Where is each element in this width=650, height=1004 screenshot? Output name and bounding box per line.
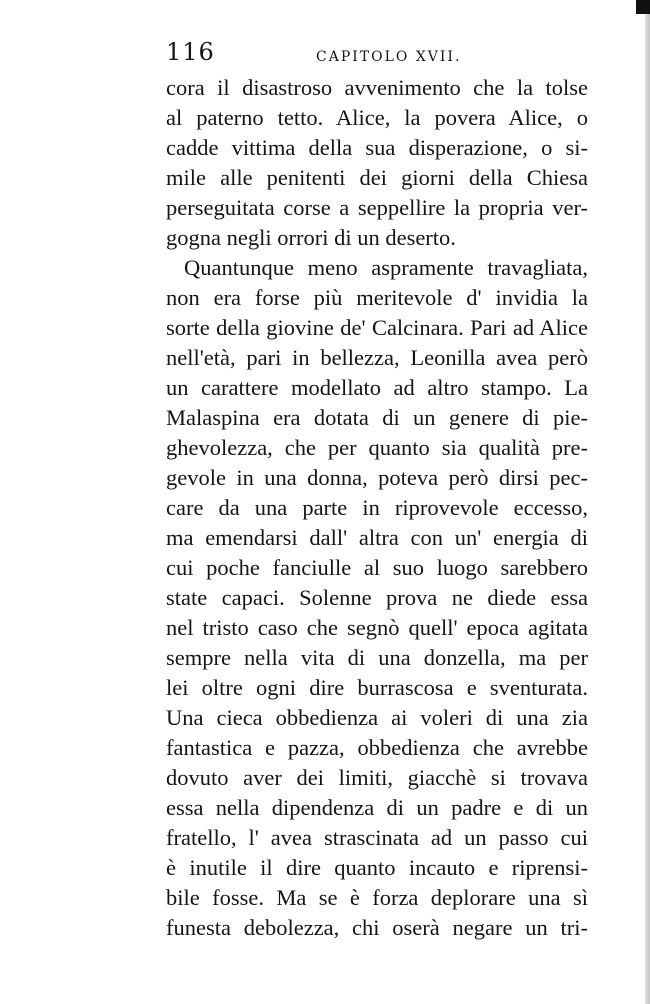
text-line: è inutile il dire quanto incauto e riprensi- (166, 855, 588, 880)
text-line: Una cieca obbedienza ai voleri di una zia (166, 705, 588, 730)
text-line: sorte della giovine de' Calcinara. Pari ad Alice (166, 315, 588, 340)
text-line: essa nella dipendenza di un padre e di un (166, 795, 588, 820)
text-line: funesta debolezza, chi oserà negare un tri- (166, 915, 588, 940)
text-line: state capaci. Solenne prova ne diede essa (166, 585, 588, 610)
running-head: CAPITOLO XVII. (316, 49, 462, 65)
page-edge-shadow (645, 0, 650, 1004)
text-line: nell'età, pari in bellezza, Leonilla avea però (166, 345, 588, 370)
page-number: 116 (166, 38, 215, 66)
text-line: cui poche fanciulle al suo luogo sarebbero (166, 555, 588, 580)
text-line: al paterno tetto. Alice, la povera Alice, o (166, 105, 588, 130)
text-line: perseguitata corse a seppellire la propria ver- (166, 195, 588, 220)
text-line: un carattere modellato ad altro stampo. La (166, 375, 588, 400)
text-line: cora il disastroso avvenimento che la tolse (166, 75, 588, 100)
text-line: gogna negli orrori di un deserto. (166, 225, 456, 250)
text-line: nel tristo caso che segnò quell' epoca agitata (166, 615, 588, 640)
text-line: non era forse più meritevole d' invidia la (166, 285, 588, 310)
text-line: lei oltre ogni dire burrascosa e sventurata. (166, 675, 588, 700)
text-line: fantastica e pazza, obbedienza che avrebbe (166, 735, 588, 760)
text-line: care da una parte in riprovevole eccesso, (166, 495, 588, 520)
text-line: ma emendarsi dall' altra con un' energia di (166, 525, 588, 550)
text-line: dovuto aver dei limiti, giacchè si trovava (166, 765, 588, 790)
text-line: mile alle penitenti dei giorni della Chiesa (166, 165, 588, 190)
text-line: cadde vittima della sua disperazione, o si- (166, 135, 588, 160)
text-line: bile fosse. Ma se è forza deplorare una sì (166, 885, 588, 910)
text-line: sempre nella vita di una donzella, ma per (166, 645, 588, 670)
text-line: gevole in una donna, poteva però dirsi pec- (166, 465, 588, 490)
text-line: fratello, l' avea strascinata ad un passo cui (166, 825, 588, 850)
paragraph-first-line: Quantunque meno aspramente travagliata, (184, 255, 588, 280)
text-line: ghevolezza, che per quanto sia qualità pre- (166, 435, 588, 460)
scan-corner-mark (636, 0, 650, 14)
text-line: Malaspina era dotata di un genere di pie- (166, 405, 588, 430)
